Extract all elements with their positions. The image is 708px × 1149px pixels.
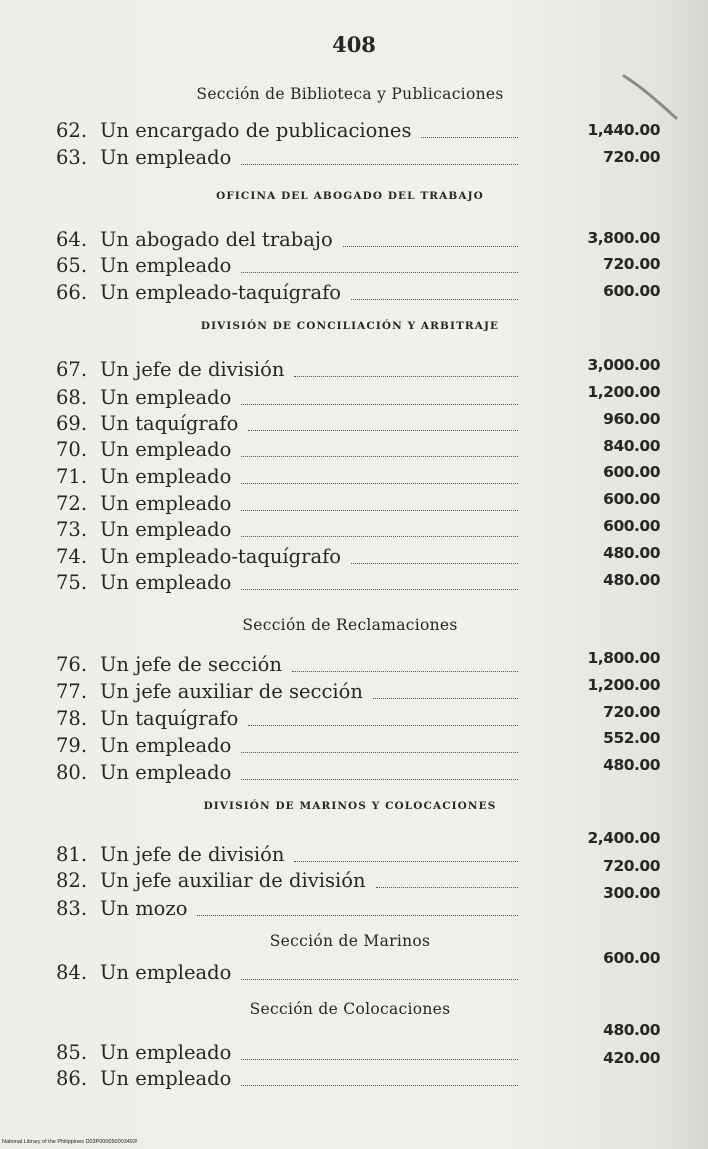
section-heading: Sección de Biblioteca y Publicaciones <box>196 85 504 103</box>
section-heading: DIVISIÓN DE CONCILIACIÓN Y ARBITRAJE <box>200 320 500 332</box>
item-description: Un jefe de sección <box>100 653 282 676</box>
item-description: Un empleado <box>100 1067 232 1090</box>
item-description: Un encargado de publicaciones <box>100 119 412 142</box>
dot-leader <box>241 977 518 980</box>
list-item <box>56 1066 231 1092</box>
list-item <box>56 868 366 894</box>
dot-leader <box>241 270 518 273</box>
item-number: 74. <box>56 545 88 568</box>
list-item <box>56 842 284 868</box>
dot-leader <box>241 1083 518 1086</box>
item-description: Un empleado <box>100 1041 232 1064</box>
item-number: 81. <box>56 843 88 866</box>
list-item <box>56 733 231 759</box>
item-amount: 600.00 <box>603 517 660 535</box>
item-number: 67. <box>56 358 88 381</box>
item-amount: 600.00 <box>603 490 660 508</box>
dot-leader <box>248 428 518 431</box>
item-number: 72. <box>56 492 88 515</box>
dot-leader <box>421 135 518 138</box>
item-description: Un empleado <box>100 571 232 594</box>
section-heading: Sección de Reclamaciones <box>242 616 458 634</box>
item-amount: 720.00 <box>603 857 660 875</box>
item-description: Un empleado-taquígrafo <box>100 281 342 304</box>
list-item <box>56 679 363 705</box>
item-description: Un taquígrafo <box>100 412 239 435</box>
item-amount: 720.00 <box>603 703 660 721</box>
dot-leader <box>241 1057 518 1060</box>
item-amount: 3,800.00 <box>587 229 660 247</box>
item-amount: 480.00 <box>603 1021 660 1039</box>
item-number: 78. <box>56 707 88 730</box>
item-number: 86. <box>56 1067 88 1090</box>
item-description: Un mozo <box>100 897 188 920</box>
item-amount: 720.00 <box>603 148 660 166</box>
item-description: Un empleado-taquígrafo <box>100 545 342 568</box>
item-description: Un jefe de división <box>100 358 285 381</box>
item-amount: 3,000.00 <box>587 356 660 374</box>
list-item <box>56 411 238 437</box>
list-item <box>56 145 231 171</box>
section-heading: OFICINA DEL ABOGADO DEL TRABAJO <box>216 190 484 202</box>
item-description: Un empleado <box>100 254 232 277</box>
dot-leader <box>373 696 518 699</box>
list-item <box>56 357 284 383</box>
dot-leader <box>294 374 518 377</box>
item-amount: 420.00 <box>603 1049 660 1067</box>
item-number: 83. <box>56 897 88 920</box>
item-amount: 1,200.00 <box>587 383 660 401</box>
item-amount: 480.00 <box>603 756 660 774</box>
dot-leader <box>241 454 518 457</box>
item-amount: 1,440.00 <box>587 121 660 139</box>
item-number: 64. <box>56 228 88 251</box>
list-item <box>56 570 231 596</box>
item-description: Un empleado <box>100 961 232 984</box>
item-number: 63. <box>56 146 88 169</box>
item-number: 73. <box>56 518 88 541</box>
item-description: Un jefe de división <box>100 843 285 866</box>
footer-credit: National Library of the Philippines D03P000050003493! <box>2 1139 138 1145</box>
item-number: 68. <box>56 386 88 409</box>
list-item <box>56 280 341 306</box>
list-item <box>56 896 187 922</box>
item-number: 77. <box>56 680 88 703</box>
item-number: 70. <box>56 438 88 461</box>
item-amount: 2,400.00 <box>587 829 660 847</box>
list-item <box>56 960 231 986</box>
item-description: Un empleado <box>100 465 232 488</box>
item-number: 82. <box>56 869 88 892</box>
item-description: Un empleado <box>100 761 232 784</box>
item-amount: 600.00 <box>603 463 660 481</box>
dot-leader <box>248 723 518 726</box>
dot-leader <box>376 885 518 888</box>
item-amount: 720.00 <box>603 255 660 273</box>
list-item <box>56 464 231 490</box>
item-number: 76. <box>56 653 88 676</box>
dot-leader <box>351 561 518 564</box>
item-amount: 480.00 <box>603 544 660 562</box>
item-description: Un empleado <box>100 386 232 409</box>
list-item <box>56 118 411 144</box>
dot-leader <box>241 481 518 484</box>
dot-leader <box>351 297 518 300</box>
dot-leader <box>241 587 518 590</box>
item-description: Un empleado <box>100 518 232 541</box>
list-item <box>56 760 231 786</box>
dot-leader <box>241 162 518 165</box>
item-amount: 840.00 <box>603 437 660 455</box>
dot-leader <box>197 913 518 916</box>
section-heading: DIVISIÓN DE MARINOS Y COLOCACIONES <box>203 800 497 812</box>
item-description: Un empleado <box>100 734 232 757</box>
item-number: 69. <box>56 412 88 435</box>
item-number: 85. <box>56 1041 88 1064</box>
page-number: 408 <box>332 32 376 57</box>
item-amount: 960.00 <box>603 410 660 428</box>
item-number: 71. <box>56 465 88 488</box>
item-amount: 1,200.00 <box>587 676 660 694</box>
item-amount: 1,800.00 <box>587 649 660 667</box>
dot-leader <box>292 669 518 672</box>
item-number: 80. <box>56 761 88 784</box>
item-number: 84. <box>56 961 88 984</box>
dot-leader <box>241 402 518 405</box>
item-number: 79. <box>56 734 88 757</box>
list-item <box>56 517 231 543</box>
list-item <box>56 437 231 463</box>
list-item <box>56 227 333 253</box>
list-item <box>56 253 231 279</box>
list-item <box>56 385 231 411</box>
dot-leader <box>241 534 518 537</box>
section-heading: Sección de Marinos <box>269 932 431 950</box>
item-description: Un empleado <box>100 492 232 515</box>
item-amount: 600.00 <box>603 949 660 967</box>
item-description: Un jefe auxiliar de sección <box>100 680 363 703</box>
item-description: Un jefe auxiliar de división <box>100 869 366 892</box>
item-amount: 300.00 <box>603 884 660 902</box>
list-item <box>56 544 341 570</box>
item-amount: 552.00 <box>603 729 660 747</box>
item-number: 75. <box>56 571 88 594</box>
item-number: 66. <box>56 281 88 304</box>
item-amount: 600.00 <box>603 282 660 300</box>
dot-leader <box>294 859 518 862</box>
item-description: Un empleado <box>100 438 232 461</box>
section-heading: Sección de Colocaciones <box>249 1000 451 1018</box>
dot-leader <box>241 777 518 780</box>
item-amount: 480.00 <box>603 571 660 589</box>
dot-leader <box>241 750 518 753</box>
item-description: Un empleado <box>100 146 232 169</box>
item-description: Un abogado del trabajo <box>100 228 333 251</box>
list-item <box>56 1040 231 1066</box>
list-item <box>56 706 238 732</box>
item-description: Un taquígrafo <box>100 707 239 730</box>
item-number: 62. <box>56 119 88 142</box>
dot-leader <box>343 244 518 247</box>
list-item <box>56 652 282 678</box>
list-item <box>56 491 231 517</box>
dot-leader <box>241 508 518 511</box>
item-number: 65. <box>56 254 88 277</box>
